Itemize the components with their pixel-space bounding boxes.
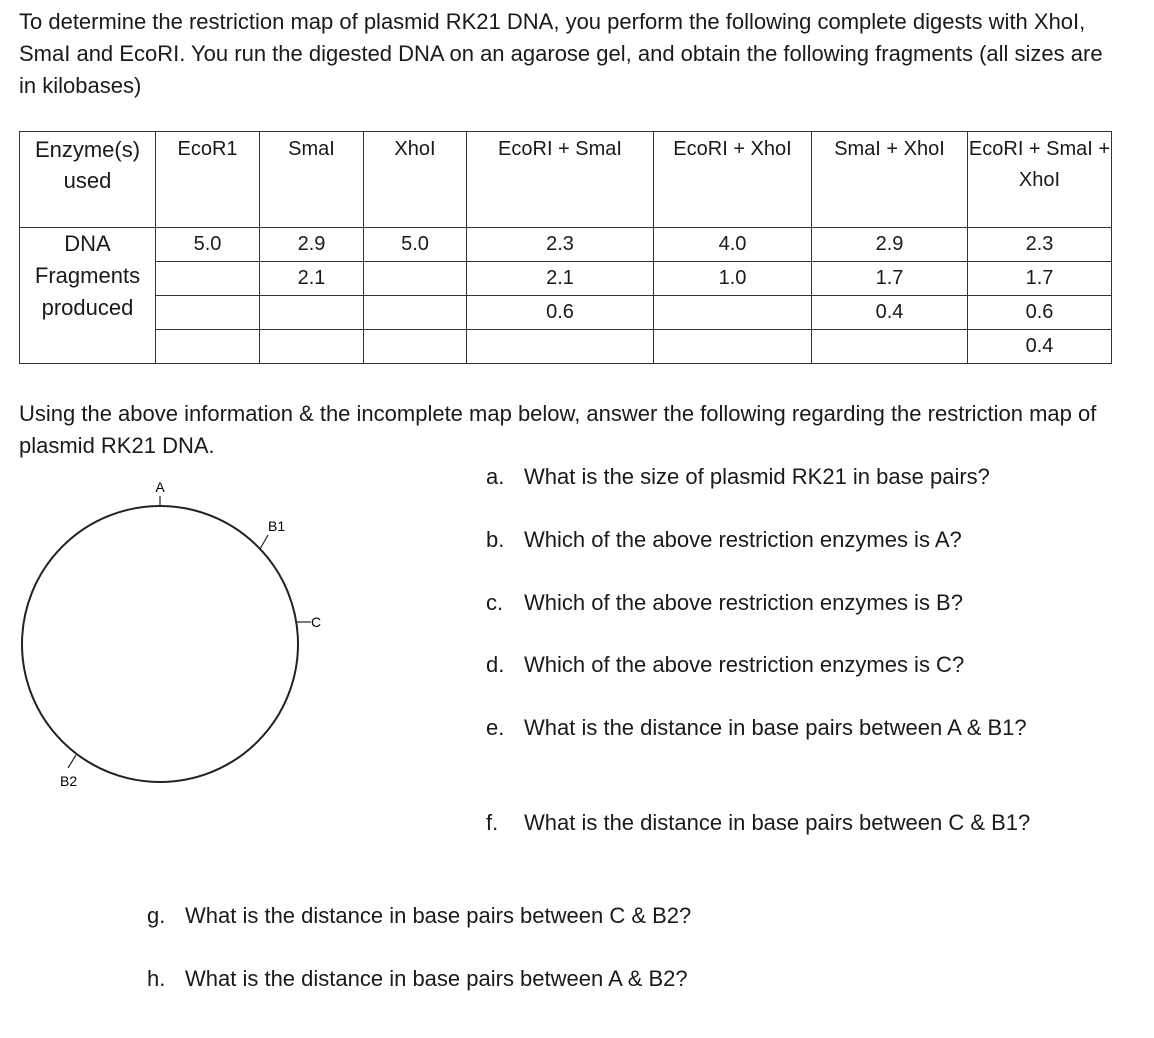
enzyme-header-row [20,132,1112,228]
question-letter: e. [486,715,505,740]
intro-paragraph: To determine the restriction map of plasmid RK21 DNA, you perform the following complete digests with XhoI, SmaI and EcoRI. You run the digested DNA on an agarose gel, and obtain the following fragments (all sizes are in kilobases) [19,9,1103,98]
site-label-a: A [155,479,165,495]
digest-table [19,131,1112,364]
question-text: Which of the above restriction enzymes is C? [524,652,965,677]
question-letter: a. [486,464,505,489]
question-text: What is the distance in base pairs between A & B2? [185,966,688,991]
fragment-cell: 2.1 [467,262,654,296]
enzymes-used-label: Enzyme(s) used [20,132,156,228]
question-letter: c. [486,590,504,615]
site-label-b2: B2 [60,773,78,789]
fragment-row [20,296,1112,330]
fragment-cell: 0.6 [467,296,654,330]
fragment-cell: 5.0 [156,228,260,262]
enzyme-header: EcoRI + XhoI [654,132,812,228]
fragment-cell: 1.0 [654,262,812,296]
fragment-cell [364,330,467,364]
question-item [486,589,963,617]
fragment-cell: 0.4 [968,330,1112,364]
site-label-c: C [311,614,322,630]
question-text: What is the distance in base pairs between C & B2? [185,903,692,928]
fragment-cell: 2.3 [968,228,1112,262]
fragment-cell [260,296,364,330]
question-item [486,526,962,554]
question-text: Which of the above restriction enzymes is B? [524,590,963,615]
question-text: What is the size of plasmid RK21 in base pairs? [524,464,990,489]
fragment-row [20,330,1112,364]
question-letter: g. [147,903,166,928]
fragment-cell: 0.4 [812,296,968,330]
fragment-cell [654,330,812,364]
instructions-paragraph: Using the above information & the incomplete map below, answer the following regarding the restriction map of plasmid RK21 DNA. [19,401,1097,458]
question-letter: b. [486,527,505,552]
question-item [147,965,688,993]
enzyme-header: SmaI + XhoI [812,132,968,228]
enzyme-header: EcoRI + SmaI + XhoI [968,132,1112,228]
fragment-cell [156,262,260,296]
question-letter: f. [486,810,499,835]
fragment-cell: 1.7 [812,262,968,296]
question-text: What is the distance in base pairs between A & B1? [524,715,1027,740]
site-tick-b1 [260,535,268,549]
fragment-cell: 0.6 [968,296,1112,330]
fragment-cell [812,330,968,364]
question-letter: d. [486,652,505,677]
question-item [486,809,1030,837]
plasmid-map [0,470,340,800]
fragment-row [20,262,1112,296]
question-item [486,651,964,679]
fragment-cell: 2.9 [260,228,364,262]
enzyme-header: XhoI [364,132,467,228]
enzyme-header: EcoRI + SmaI [467,132,654,228]
question-item [147,902,691,930]
question-item [486,714,1027,742]
fragment-cell: 1.7 [968,262,1112,296]
question-letter: h. [147,966,166,991]
site-tick-b2 [68,755,76,768]
question-item [486,463,990,491]
fragment-cell: 5.0 [364,228,467,262]
enzyme-header: EcoR1 [156,132,260,228]
fragment-cell [364,262,467,296]
fragment-cell: 4.0 [654,228,812,262]
fragment-cell [156,330,260,364]
fragment-cell: 2.9 [812,228,968,262]
plasmid-circle [22,506,298,782]
fragment-cell: 2.3 [467,228,654,262]
question-text: What is the distance in base pairs between C & B1? [524,810,1031,835]
dna-fragments-label: DNA Fragments produced [20,228,156,364]
fragment-cell [467,330,654,364]
fragment-cell [654,296,812,330]
fragment-cell: 2.1 [260,262,364,296]
site-label-b1: B1 [268,518,286,534]
enzyme-header: SmaI [260,132,364,228]
fragment-cell [260,330,364,364]
fragment-cell [364,296,467,330]
fragment-cell [156,296,260,330]
fragment-row [20,228,1112,262]
question-text: Which of the above restriction enzymes is A? [524,527,962,552]
